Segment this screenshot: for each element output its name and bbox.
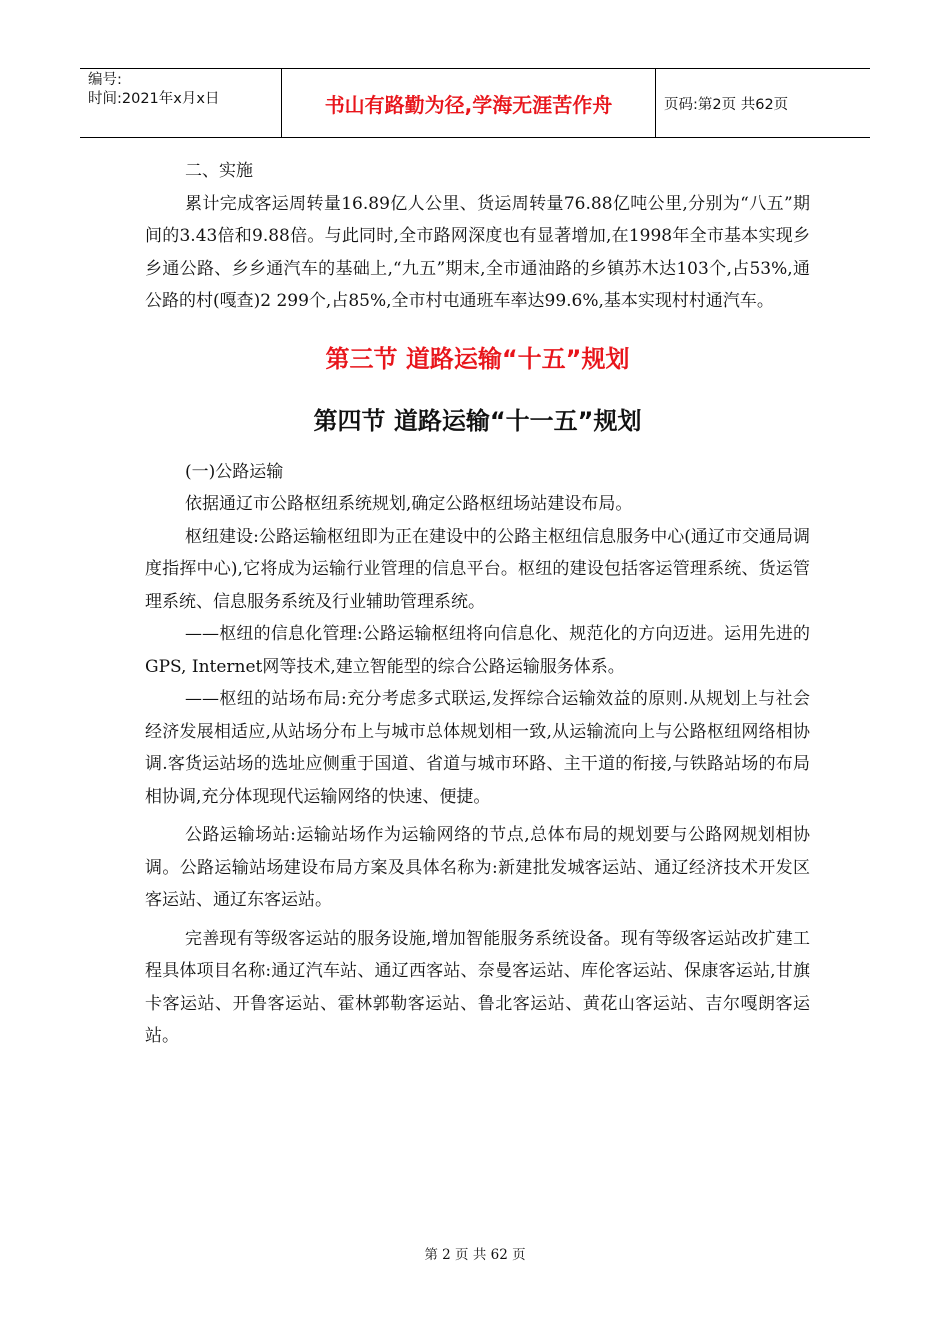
paragraph-hub-layout: 依据通辽市公路枢纽系统规划,确定公路枢纽场站建设布局。 <box>185 494 633 514</box>
header-meta <box>80 69 282 137</box>
document-body <box>145 155 810 1053</box>
document-number-label: 编号: <box>88 72 122 88</box>
paragraph-hub-station-layout: ——枢纽的站场布局:充分考虑多式联运,发挥综合运输效益的原则.从规划上与社会经济发展相适应,从站场分布上与城市总体规划相一致,从运输流向上与公路枢纽网络相协调.客货运站场的选址应侧重于国道、省道与城市环路、主干道的衔接,与铁路站场的布局相协调,充分体现现代运输网络的快速、便捷。 <box>145 689 810 807</box>
section-subtitle-implementation: 二、实施 <box>185 161 253 181</box>
paragraph-transport-stations: 公路运输场站:运输站场作为运输网络的节点,总体布局的规划要与公路网规划相协调。公路运输站场建设布局方案及具体名称为:新建批发城客运站、通辽经济技术开发区客运站、通辽东客运站。 <box>145 825 810 910</box>
heading-section-4: 第四节 道路运输“十一五”规划 <box>313 406 642 435</box>
subheading-highway-transport: (一)公路运输 <box>185 461 284 482</box>
paragraph-hub-construction: 枢纽建设:公路运输枢纽即为正在建设中的公路主枢纽信息服务中心(通辽市交通局调度指挥中心),它将成为运输行业管理的信息平台。枢纽的建设包括客运管理系统、货运管理系统、信息服务系统及行业辅助管理系统。 <box>145 526 810 612</box>
document-date-label: 时间:2021年x月x日 <box>88 91 220 107</box>
header-motto: 书山有路勤为径,学海无涯苦作舟 <box>282 69 656 137</box>
paragraph-hub-informatization: ——枢纽的信息化管理:公路运输枢纽将向信息化、规范化的方向迈进。运用先进的GPS, Internet网等技术,建立智能型的综合公路运输服务体系。 <box>145 624 810 677</box>
page-header <box>80 68 870 138</box>
paragraph-station-upgrades: 完善现有等级客运站的服务设施,增加智能服务系统设备。现有等级客运站改扩建工程具体项目名称:通辽汽车站、通辽西客站、奈曼客运站、库伦客运站、保康客运站,甘旗卡客运站、开鲁客运站、霍林郭勒客运站、鲁北客运站、黄花山客运站、吉尔嘎朗客运站。 <box>145 928 810 1046</box>
page-footer: 第 2 页 共 62 页 <box>424 1247 526 1263</box>
header-page-info: 页码:第2页 共62页 <box>664 96 789 113</box>
heading-section-3: 第三节 道路运输“十五”规划 <box>325 344 630 373</box>
paragraph-statistics: 累计完成客运周转量16.89亿人公里、货运周转量76.88亿吨公里,分别为“八五”期间的3.43倍和9.88倍。与此同时,全市路网深度也有显著增加,在1998年全市基本实现乡乡通公路、乡乡通汽车的基础上,“九五”期末,全市通油路的乡镇苏木达103个,占53%,通公路的村(嘎查)2 299个,占85%,全市村屯通班车率达99.6%,基本实现村村通汽车。 <box>145 193 810 311</box>
